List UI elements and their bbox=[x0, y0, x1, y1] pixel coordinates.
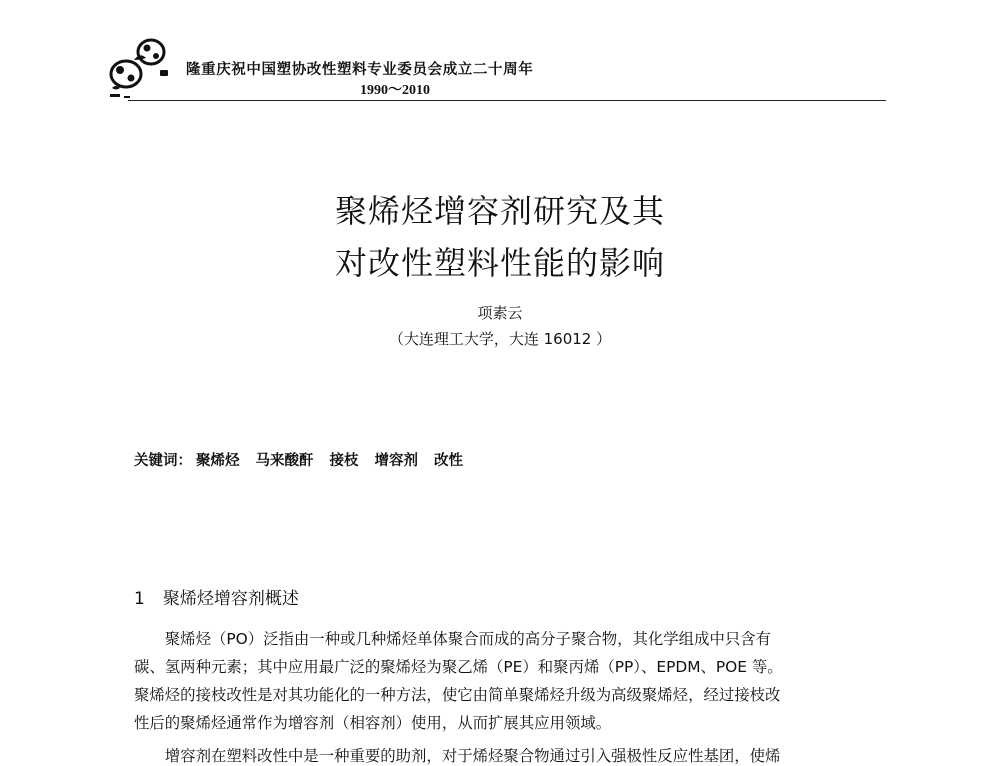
paragraph-line: 聚烯烃（PO）泛指由一种或几种烯烃单体聚合而成的高分子聚合物，其化学组成中只含有 bbox=[134, 630, 772, 648]
paragraph-line: 碳、氢两种元素；其中应用最广泛的聚烯烃为聚乙烯（PE）和聚丙烯（PP）、EPDM、POE 等。 bbox=[134, 658, 783, 676]
author-affiliation: （大连理工大学，大连 16012 ） bbox=[388, 330, 612, 348]
keyword-item: 聚烯烃 bbox=[196, 453, 240, 469]
keyword-item: 马来酸酐 bbox=[255, 453, 314, 469]
paragraph-line: 增容剂在塑料改性中是一种重要的助剂，对于烯烃聚合物通过引入强极性反应性基团，使烯 bbox=[134, 747, 781, 765]
keyword-item: 改性 bbox=[434, 453, 463, 469]
keywords bbox=[134, 449, 463, 470]
page-header bbox=[0, 0, 1000, 110]
section-heading bbox=[134, 584, 299, 609]
section-number: 1 bbox=[134, 589, 145, 609]
header-divider bbox=[128, 100, 886, 101]
keywords-label: 关键词： bbox=[134, 453, 192, 469]
author-name: 项素云 bbox=[477, 304, 523, 322]
section-title: 聚烯烃增容剂概述 bbox=[162, 589, 299, 609]
keyword-item: 增容剂 bbox=[374, 453, 418, 469]
header-title: 隆重庆祝中国塑协改性塑料专业委员会成立二十周年 bbox=[186, 62, 534, 78]
article-title-line-1: 聚烯烃增容剂研究及其 bbox=[334, 192, 665, 230]
header-years: 1990～2010 bbox=[360, 83, 430, 98]
anniversary-logo-icon bbox=[104, 30, 184, 105]
keyword-item: 接枝 bbox=[329, 453, 359, 469]
article-title-line-2: 对改性塑料性能的影响 bbox=[334, 244, 665, 282]
paragraph-line: 性后的聚烯烃通常作为增容剂（相容剂）使用，从而扩展其应用领域。 bbox=[134, 714, 612, 732]
paragraph-line: 聚烯烃的接枝改性是对其功能化的一种方法，使它由简单聚烯烃升级为高级聚烯烃，经过接枝改 bbox=[134, 686, 781, 704]
